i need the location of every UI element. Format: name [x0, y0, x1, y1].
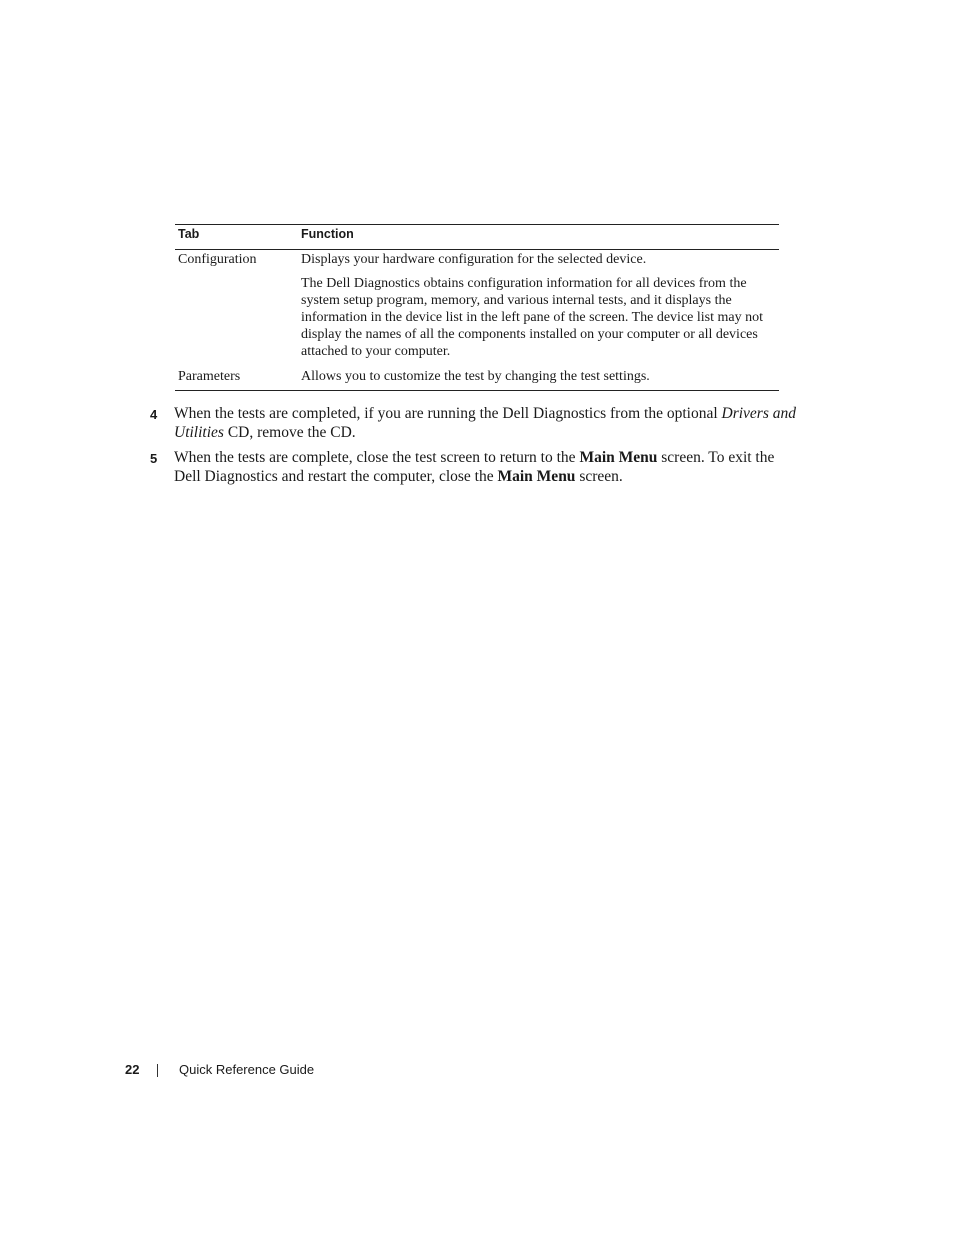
page-number: 22: [125, 1062, 140, 1077]
step-4-number: 4: [150, 407, 158, 422]
row-parameters-function: Allows you to customize the test by changing the test settings.: [301, 369, 650, 384]
step-5-number: 5: [150, 451, 158, 466]
table-header-tab: Tab: [178, 227, 200, 241]
step-4-text-a: When the tests are completed, if you are running the Dell Diagnostics from the optional: [174, 405, 722, 422]
step-5-text-c: screen. To exit the Dell Diagnostics and restart the computer, close the: [174, 449, 775, 485]
guide-title: Quick Reference Guide: [179, 1062, 315, 1077]
row-configuration-function-2: The Dell Diagnostics obtains configuration information for all devices from the system setup program, memory, and various internal tests, and it displays the information in the device list in the left pane of the screen. The device list may not display the names of all the components installed on your computer or all devices attached to your computer.: [301, 276, 763, 359]
row-parameters-tab: Parameters: [178, 369, 241, 384]
table-top-rule: [175, 224, 779, 225]
step-5-main-menu-2: Main Menu: [497, 467, 576, 485]
row-configuration-tab: Configuration: [178, 252, 257, 267]
footer-separator: [157, 1064, 158, 1077]
step-5-text: [174, 449, 796, 486]
step-5-text-a: When the tests are complete, close the test screen to return to the: [174, 449, 580, 466]
step-4-text: [174, 405, 796, 442]
row-configuration-function-1: Displays your hardware configuration for the selected device.: [301, 252, 647, 267]
step-4-text-c: CD, remove the CD.: [223, 423, 356, 441]
step-5-main-menu-1: Main Menu: [579, 449, 658, 466]
step-4-cd-name: Drivers and Utilities: [174, 405, 796, 441]
table-header-function: Function: [301, 227, 354, 241]
table-header-rule: [175, 249, 779, 250]
step-5-text-e: screen.: [575, 467, 623, 485]
table-bottom-rule: [175, 390, 779, 391]
